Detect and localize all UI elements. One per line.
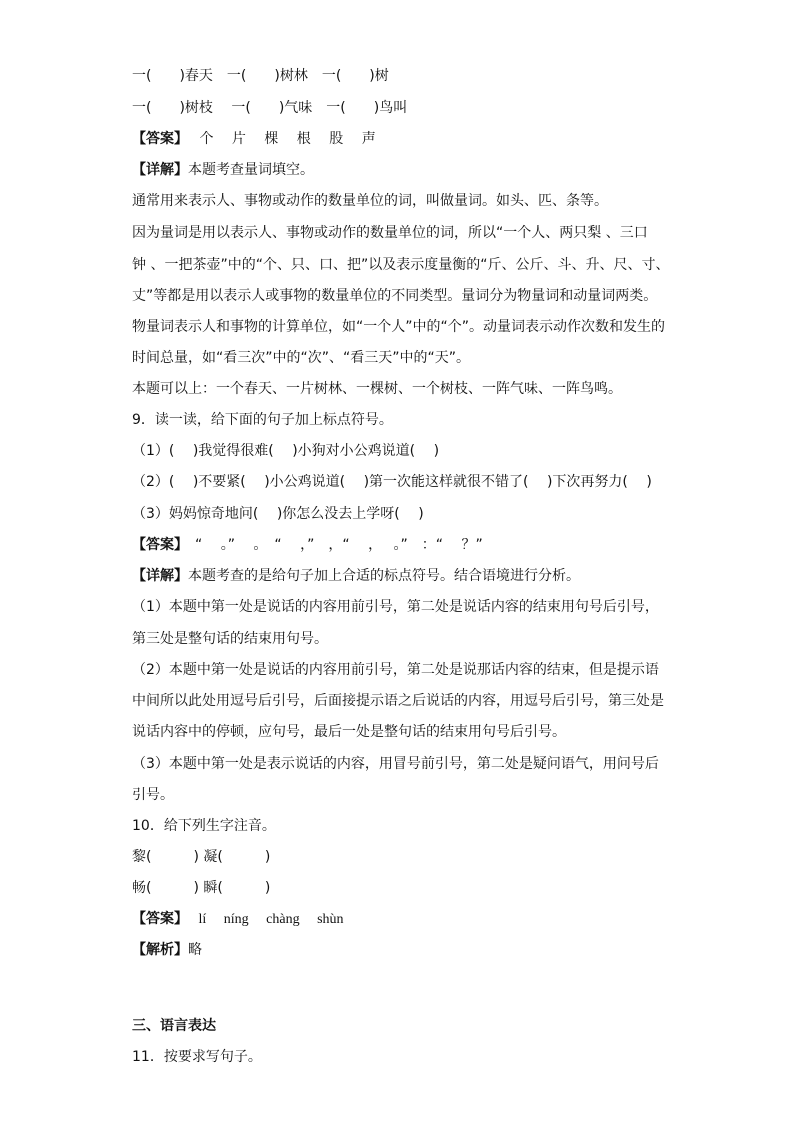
q9-detail-line: [132, 566, 672, 586]
q8-summary-line: 本题可以上：一个春天、一片树林、一棵树、一个树枝、一阵气味、一阵鸟鸣。: [132, 381, 622, 397]
detail-text: 本题考查的是给句子加上合适的标点符号。结合语境进行分析。: [188, 568, 580, 584]
q9-sentence-1: （1）( )我觉得很难( )小狗对小公鸡说道( ): [132, 443, 440, 459]
q8-detail-line: [132, 160, 672, 180]
q8-answer-line: [132, 129, 672, 149]
q9-explanation-line: （1）本题中第一处是说话的内容用前引号，第二处是说话内容的结束用句号后引号，: [132, 599, 659, 615]
q8-explanation-line: 通常用来表示人、事物或动作的数量单位的词，叫做量词。如头、匹、条等。: [132, 193, 608, 209]
detail-text: 本题考查量词填空。: [188, 162, 314, 178]
answer-text: 个 片 棵 根 股 声: [181, 131, 376, 147]
q9-explanation-line: （2）本题中第一处是说话的内容用前引号，第二处是说那话内容的结束，但是提示语: [132, 662, 659, 678]
q8-blank-row-1: 一( )春天 一( )树林 一( )树: [132, 68, 389, 84]
q11-title: 11．按要求写句子。: [132, 1049, 262, 1065]
section-heading: 三、语言表达: [132, 1018, 216, 1034]
q10-title: 10．给下列生字注音。: [132, 818, 276, 834]
q9-sentence-3: （3）妈妈惊奇地问( )你怎么没去上学呀( ): [132, 506, 424, 522]
analysis-label: 【解析】: [132, 942, 188, 958]
q10-answer-line: [132, 909, 672, 930]
q8-explanation-line: 时间总量，如“看三次”中的“次”、“看三天”中的“天”。: [132, 350, 471, 366]
q9-explanation-line: 引号。: [132, 787, 174, 803]
answer-label: 【答案】: [132, 131, 181, 147]
answer-text: “ 。” 。 “ ，” ，“ ， 。” ：“ ？”: [181, 537, 483, 553]
q8-blank-row-2: 一( )树枝 一( )气味 一( )鸟叫: [132, 100, 408, 116]
q9-sentence-2: （2）( )不要紧( )小公鸡说道( )第一次能这样就很不错了( )下次再努力( ): [132, 474, 652, 490]
q10-row-1: 黎( ) 凝( ): [132, 849, 271, 865]
q8-explanation-line: 因为量词是用以表示人、事物或动作的数量单位的词，所以“一个人、两只梨 、三口: [132, 225, 648, 241]
analysis-text: 略: [188, 942, 202, 958]
q8-explanation-line: 钟 、一把茶壶”中的“个、只、口、把”以及表示度量衡的“斤、公斤、斗、升、尺、寸、: [132, 257, 670, 273]
q10-row-2: 畅( ) 瞬( ): [132, 880, 271, 896]
q9-explanation-line: 第三处是整句话的结束用句号。: [132, 631, 328, 647]
q9-answer-line: [132, 535, 672, 555]
q8-explanation-line: 丈”等都是用以表示人或事物的数量单位的不同类型。量词分为物量词和动量词两类。: [132, 288, 658, 304]
q9-explanation-line: 说话内容中的停顿，应句号，最后一处是整句话的结束用句号后引号。: [132, 724, 566, 740]
detail-label: 【详解】: [132, 162, 188, 178]
q9-explanation-line: 中间所以此处用逗号后引号，后面接提示语之后说话的内容，用逗号后引号，第三处是: [132, 693, 664, 709]
q8-explanation-line: 物量词表示人和事物的计算单位，如“一个人”中的“个”。动量词表示动作次数和发生的: [132, 319, 666, 335]
q9-explanation-line: （3）本题中第一处是表示说话的内容，用冒号前引号，第二处是疑问语气，用问号后: [132, 756, 659, 772]
detail-label: 【详解】: [132, 568, 188, 584]
pinyin-answers: lí níng chàng shùn: [181, 912, 344, 927]
answer-label: 【答案】: [132, 537, 181, 553]
q10-analysis-line: [132, 940, 672, 960]
q9-title: 9．读一读，给下面的句子加上标点符号。: [132, 412, 393, 428]
answer-label: 【答案】: [132, 911, 181, 927]
